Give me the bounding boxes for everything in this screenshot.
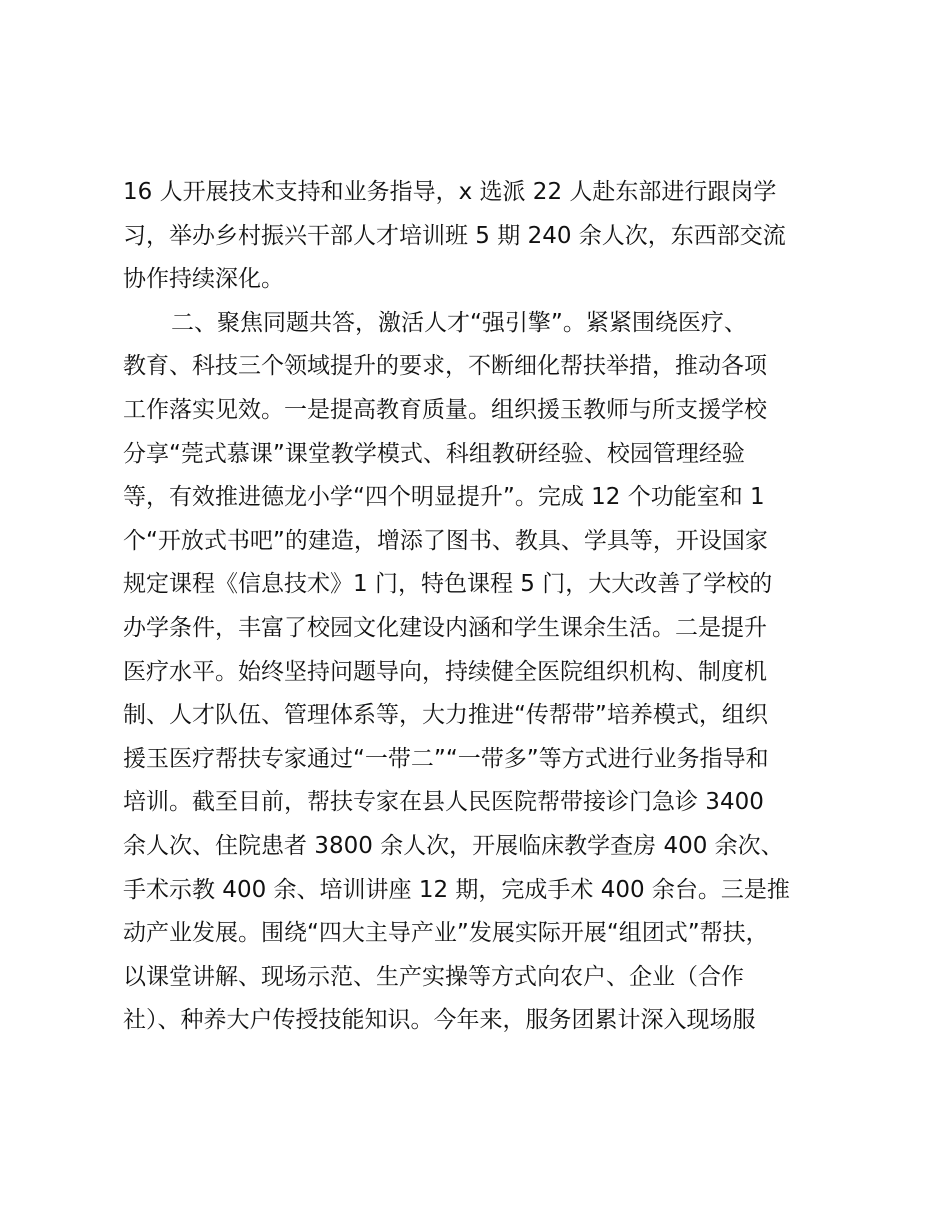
text-line: 16 人开展技术支持和业务指导，x 选派 22 人赴东部进行跟岗学 bbox=[123, 179, 777, 205]
text-line: 社）、种养大户传授技能知识。今年来，服务团累计深入现场服 bbox=[123, 1007, 756, 1034]
text-line: 协作持续深化。 bbox=[123, 266, 284, 293]
text-line: 医疗水平。始终坚持问题导向，持续健全医院组织机构、制度机 bbox=[123, 658, 767, 685]
text-line: 制、人才队伍、管理体系等，大力推进“传帮带”培养模式，组织 bbox=[123, 702, 768, 729]
text-line: 援玉医疗帮扶专家通过“一带二”“一带多”等方式进行业务指导和 bbox=[123, 745, 769, 772]
text-line: 规定课程《信息技术》1 门，特色课程 5 门，大大改善了学校的 bbox=[123, 571, 773, 598]
section-heading-line: 二、聚焦同题共答，激活人才“强引擎”。紧紧围绕医疗、 bbox=[171, 309, 747, 336]
text-line: 培训。截至目前，帮扶专家在县人民医院帮带接诊门急诊 3400 bbox=[123, 789, 764, 816]
text-line: 工作落实见效。一是提高教育质量。组织援玉教师与所支援学校 bbox=[123, 396, 767, 423]
text-line: 个“开放式书吧”的建造，增添了图书、教具、学具等，开设国家 bbox=[123, 527, 768, 554]
text-line: 手术示教 400 余、培训讲座 12 期，完成手术 400 余台。三是推 bbox=[123, 876, 790, 903]
text-line: 教育、科技三个领域提升的要求，不断细化帮扶举措，推动各项 bbox=[123, 353, 767, 380]
text-line: 习，举办乡村振兴干部人才培训班 5 期 240 余人次，东西部交流 bbox=[123, 222, 786, 249]
body-text bbox=[123, 171, 843, 1043]
text-line: 余人次、住院患者 3800 余人次，开展临床教学查房 400 余次、 bbox=[123, 832, 784, 859]
text-line: 动产业发展。围绕“四大主导产业”发展实际开展“组团式”帮扶， bbox=[123, 920, 769, 947]
text-line: 办学条件，丰富了校园文化建设内涵和学生课余生活。二是提升 bbox=[123, 614, 767, 641]
text-line: 以课堂讲解、现场示范、生产实操等方式向农户、企业（合作 bbox=[123, 963, 744, 990]
text-line: 等，有效推进德龙小学“四个明显提升”。完成 12 个功能室和 1 bbox=[123, 484, 765, 511]
text-line: 分享“莞式慕课”课堂教学模式、科组教研经验、校园管理经验 bbox=[123, 440, 745, 467]
